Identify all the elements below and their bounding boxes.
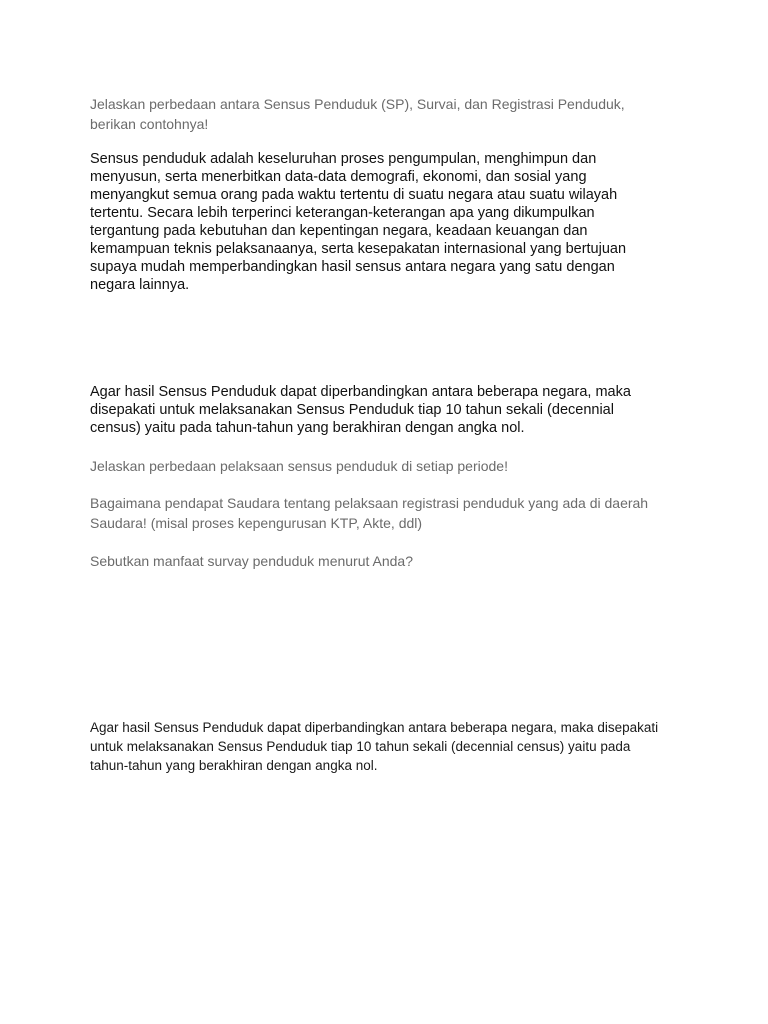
answer-3: Agar hasil Sensus Penduduk dapat diperbandingkan antara beberapa negara, maka disepakati untuk melaksanakan Sensus Penduduk tiap 10 tahun sekali (decennial census) yaitu pada tahun-tahun yang berakhiran dengan angka nol.	[90, 720, 659, 773]
question-2: Jelaskan perbedaan pelaksaan sensus penduduk di setiap periode!	[90, 458, 508, 474]
question-1: Jelaskan perbedaan antara Sensus Penduduk (SP), Survai, dan Registrasi Penduduk, berikan contohnya!	[90, 96, 625, 132]
answer-2: Agar hasil Sensus Penduduk dapat diperbandingkan antara beberapa negara, maka disepakati untuk melaksanakan Sensus Penduduk tiap 10 tahun sekali (decennial census) yaitu pada tahun-tahun yang berakhiran dengan angka nol.	[90, 384, 631, 436]
question-4: Sebutkan manfaat survay penduduk menurut Anda?	[90, 553, 413, 569]
answer-1: Sensus penduduk adalah keseluruhan proses pengumpulan, menghimpun dan menyusun, serta menerbitkan data-data demografi, ekonomi, dan sosial yang menyangkut semua orang pada waktu tertentu di suatu negara atau suatu wilayah tertentu. Secara lebih terperinci keterangan-keterangan apa yang dikumpulkan tergantung pada kebutuhan dan kepentingan negara, keadaan keuangan dan kemampuan teknis pelaksanaanya, serta kesepakatan internasional yang bertujuan supaya mudah memperbandingkan hasil sensus antara negara yang satu dengan negara lainnya.	[90, 151, 627, 293]
question-3: Bagaimana pendapat Saudara tentang pelaksaan registrasi penduduk yang ada di daerah Saudara! (misal proses kepengurusan KTP, Akte, ddl)	[90, 495, 649, 531]
